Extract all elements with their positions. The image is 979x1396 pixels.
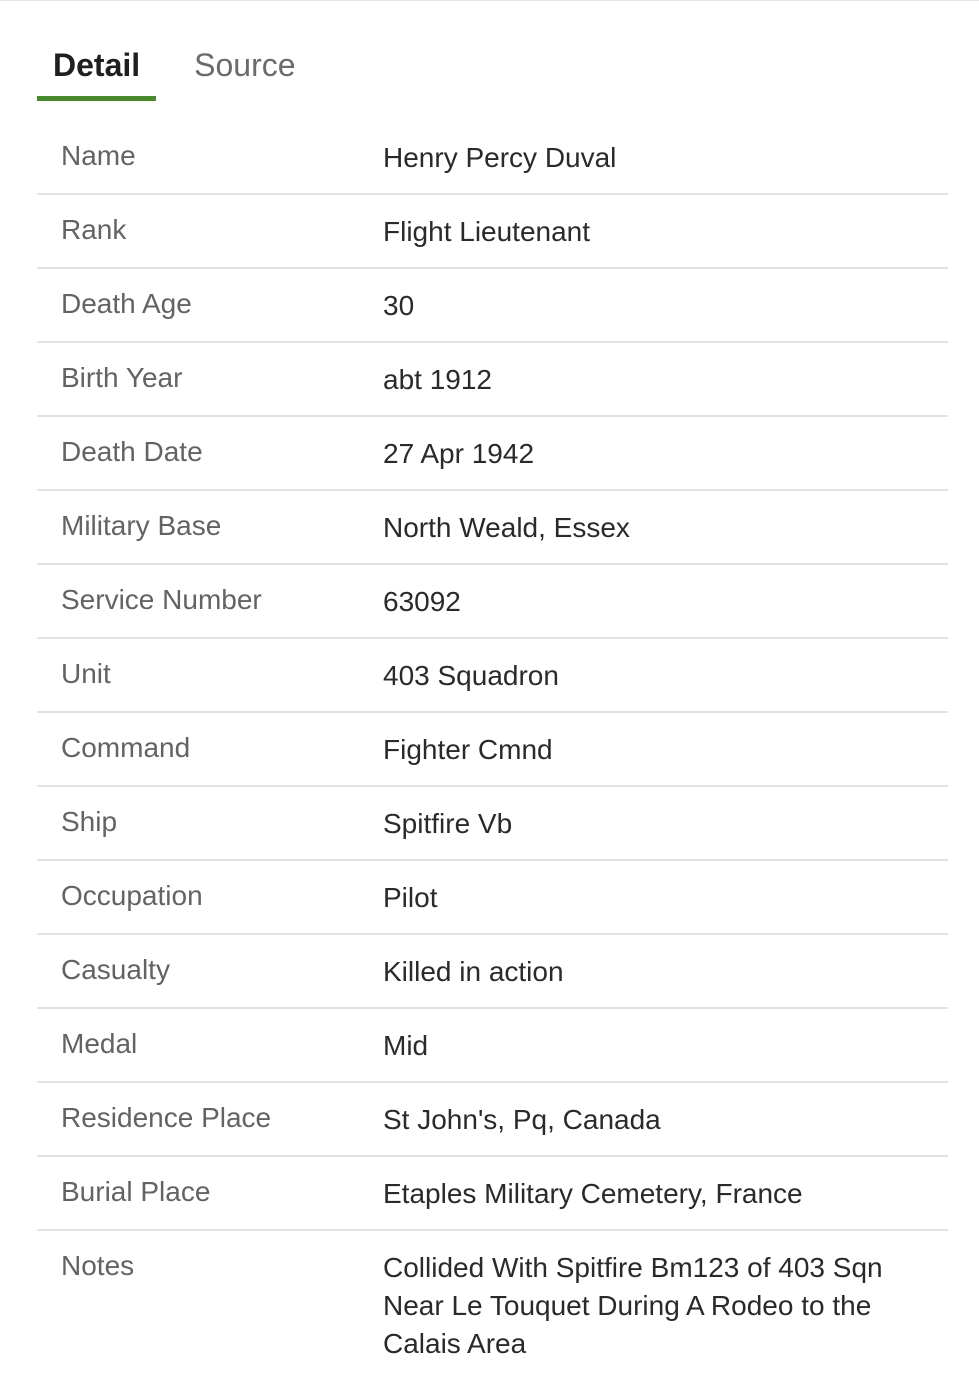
field-value-unit: 403 Squadron (383, 660, 559, 691)
field-value-occupation: Pilot (383, 882, 438, 913)
field-label-casualty: Casualty (61, 954, 170, 985)
table-row (37, 1157, 948, 1231)
field-value-residence-place: St John's, Pq, Canada (383, 1104, 661, 1135)
field-value-burial-place: Etaples Military Cemetery, France (383, 1178, 803, 1209)
table-row (37, 935, 948, 1009)
field-label-birth-year: Birth Year (61, 362, 183, 393)
table-row (37, 417, 948, 491)
field-label-burial-place: Burial Place (61, 1176, 211, 1207)
field-label-notes: Notes (61, 1250, 135, 1281)
table-row (37, 343, 948, 417)
field-label-command: Command (61, 732, 191, 763)
field-label-ship: Ship (61, 806, 118, 837)
tab-detail[interactable]: Detail (37, 31, 156, 101)
table-row (37, 787, 948, 861)
field-value-ship: Spitfire Vb (383, 808, 513, 839)
field-value-notes: Collided With Spitfire Bm123 of 403 Sqn Near Le Touquet During A Rodeo to the Calais Area (383, 1252, 883, 1359)
table-row (37, 639, 948, 713)
field-label-rank: Rank (61, 214, 127, 245)
field-value-service-number: 63092 (383, 586, 461, 617)
detail-table (37, 121, 948, 1363)
table-row (37, 269, 948, 343)
table-row (37, 1083, 948, 1157)
field-label-death-date: Death Date (61, 436, 203, 467)
table-row (37, 121, 948, 195)
field-label-death-age: Death Age (61, 288, 192, 319)
field-label-unit: Unit (61, 658, 111, 689)
table-row (37, 195, 948, 269)
table-row (37, 1009, 948, 1083)
field-label-medal: Medal (61, 1028, 138, 1059)
table-row (37, 861, 948, 935)
field-value-medal: Mid (383, 1030, 429, 1061)
tab-bar (37, 31, 312, 101)
field-value-death-date: 27 Apr 1942 (383, 438, 535, 469)
field-label-service-number: Service Number (61, 584, 262, 615)
tab-source[interactable]: Source (194, 47, 296, 83)
field-value-birth-year: abt 1912 (383, 364, 492, 395)
field-value-name: Henry Percy Duval (383, 142, 617, 173)
table-row (37, 565, 948, 639)
field-value-rank: Flight Lieutenant (383, 216, 591, 247)
field-label-military-base: Military Base (61, 510, 222, 541)
table-row (37, 713, 948, 787)
table-row (37, 1231, 948, 1363)
field-value-command: Fighter Cmnd (383, 734, 553, 765)
table-row (37, 491, 948, 565)
field-value-death-age: 30 (383, 290, 415, 321)
field-value-casualty: Killed in action (383, 956, 564, 987)
field-value-military-base: North Weald, Essex (383, 512, 630, 543)
field-label-residence-place: Residence Place (61, 1102, 272, 1133)
field-label-name: Name (61, 140, 136, 171)
field-label-occupation: Occupation (61, 880, 203, 911)
